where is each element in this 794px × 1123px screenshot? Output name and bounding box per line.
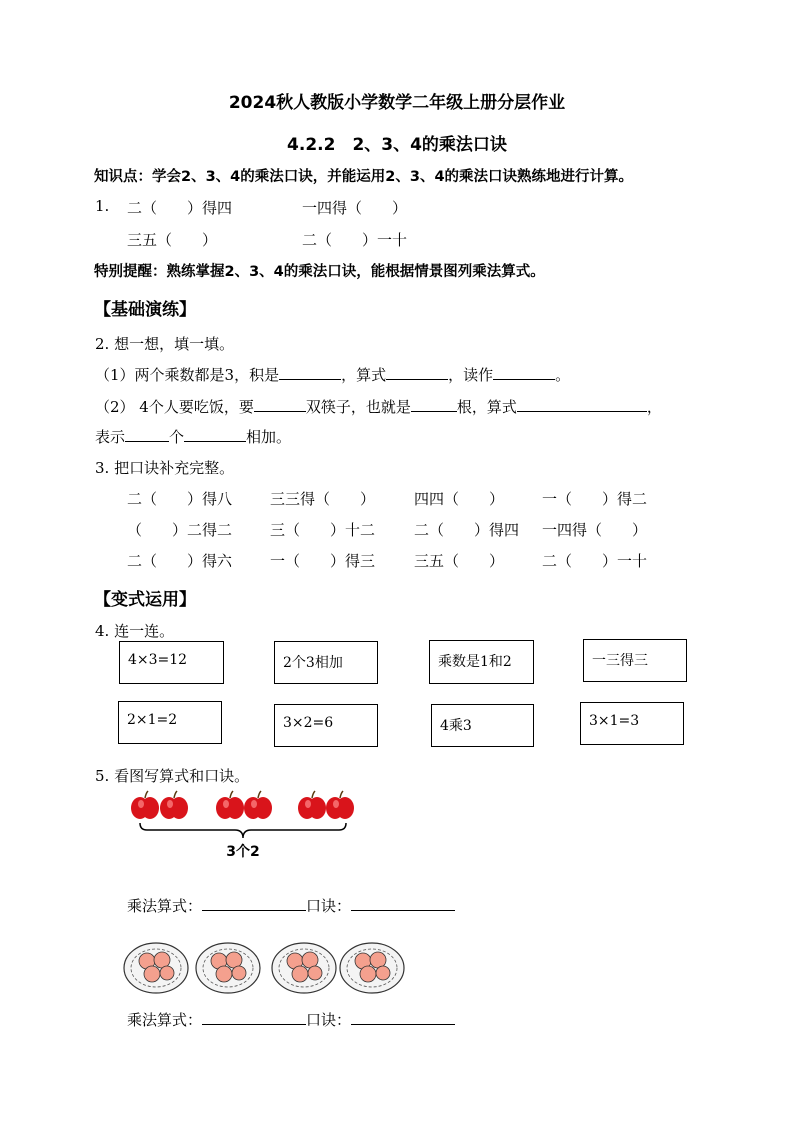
answer-blank[interactable] xyxy=(279,365,341,380)
q2-text: 表示 xyxy=(95,428,126,446)
q3-title: 3. 把口诀补充完整。 xyxy=(95,459,235,477)
answer-blank[interactable] xyxy=(493,365,555,380)
match-box-bottom[interactable]: 4乘3 xyxy=(431,704,534,747)
q2-text: 双筷子，也就是 xyxy=(305,398,411,416)
apple-group-label: 3个2 xyxy=(226,844,260,860)
peach-plate-icon xyxy=(272,943,336,993)
brace-icon xyxy=(140,823,346,838)
answer-blank[interactable] xyxy=(184,427,246,442)
formula-label: 乘法算式： xyxy=(127,1011,203,1029)
q2-part2-cont xyxy=(95,426,291,447)
q3-cell: 一（ ）得二 xyxy=(542,490,648,508)
formula-label: 乘法算式： xyxy=(127,897,203,915)
q2-text: 。 xyxy=(555,366,571,384)
answer-row-peaches xyxy=(127,1009,455,1030)
q2-text: （1）两个乘数都是3，积是 xyxy=(95,366,280,384)
q5-title: 5. 看图写算式和口诀。 xyxy=(95,767,250,785)
q2-text: 个 xyxy=(169,428,185,446)
q3-cell: 二（ ）一十 xyxy=(542,552,648,570)
q1-item: 二（ ）得四 xyxy=(127,199,233,217)
special-reminder: 特别提醒：熟练掌握2、3、4的乘法口诀，能根据情景图列乘法算式。 xyxy=(94,264,545,280)
q2-text: 根，算式 xyxy=(456,398,517,416)
q3-cell: 二（ ）得八 xyxy=(127,490,233,508)
rhyme-blank[interactable] xyxy=(351,1010,455,1025)
apple-icon xyxy=(131,791,159,819)
q3-cell: 四四（ ） xyxy=(414,490,505,508)
rhyme-label: 口诀： xyxy=(306,1011,352,1029)
q4-title: 4. 连一连。 xyxy=(95,622,175,640)
match-box-bottom[interactable]: 2×1=2 xyxy=(118,701,222,744)
page-subtitle: 4.2.2 2、3、4的乘法口诀 xyxy=(287,135,507,155)
apple-icon xyxy=(160,791,188,819)
q3-cell: 三三得（ ） xyxy=(270,490,376,508)
q3-cell: 三五（ ） xyxy=(414,552,505,570)
q1-item: 一四得（ ） xyxy=(302,199,408,217)
q1-item: 三五（ ） xyxy=(127,231,218,249)
peach-plate-icon xyxy=(124,943,188,993)
apple-illustration xyxy=(125,790,365,870)
page-title: 2024秋人教版小学数学二年级上册分层作业 xyxy=(228,93,566,113)
match-box-top[interactable]: 2个3相加 xyxy=(274,641,378,684)
q2-text: ，算式 xyxy=(341,366,387,384)
knowledge-point: 知识点：学会2、3、4的乘法口诀，并能运用2、3、4的乘法口诀熟练地进行计算。 xyxy=(94,169,634,185)
match-box-bottom[interactable]: 3×2=6 xyxy=(274,704,378,747)
match-box-top[interactable]: 乘数是1和2 xyxy=(429,640,534,684)
q2-part1 xyxy=(95,364,570,385)
match-box-top[interactable]: 一三得三 xyxy=(583,639,687,682)
q1-item: 二（ ）一十 xyxy=(302,231,408,249)
q3-cell: 二（ ）得四 xyxy=(414,521,520,539)
section-variant: 【变式运用】 xyxy=(94,590,196,610)
q3-cell: 一四得（ ） xyxy=(542,521,648,539)
answer-blank[interactable] xyxy=(125,427,169,442)
q2-text: 相加。 xyxy=(246,428,292,446)
q3-cell: （ ）二得二 xyxy=(127,521,233,539)
q1-number: 1. xyxy=(95,197,110,215)
q2-text: ，读作 xyxy=(448,366,494,384)
rhyme-label: 口诀： xyxy=(306,897,352,915)
peach-plate-icon xyxy=(196,943,260,993)
q3-cell: 三（ ）十二 xyxy=(270,521,376,539)
apple-icon xyxy=(216,791,244,819)
peach-plate-icon xyxy=(340,943,404,993)
answer-row-apples xyxy=(127,895,455,916)
answer-blank[interactable] xyxy=(254,397,306,412)
answer-blank[interactable] xyxy=(411,397,457,412)
q3-cell: 二（ ）得六 xyxy=(127,552,233,570)
apple-icon xyxy=(244,791,272,819)
q3-cell: 一（ ）得三 xyxy=(270,552,376,570)
formula-blank[interactable] xyxy=(202,1010,306,1025)
answer-blank[interactable] xyxy=(386,365,448,380)
match-box-bottom[interactable]: 3×1=3 xyxy=(580,702,684,745)
rhyme-blank[interactable] xyxy=(351,896,455,911)
peach-plates-illustration xyxy=(120,935,410,1001)
q2-part2 xyxy=(95,396,662,417)
apple-icon xyxy=(298,791,326,819)
match-box-top[interactable]: 4×3=12 xyxy=(119,641,224,684)
q2-text: （2） 4个人要吃饭，要 xyxy=(95,398,254,416)
formula-blank[interactable] xyxy=(202,896,306,911)
answer-blank[interactable] xyxy=(517,397,647,412)
q2-text: ， xyxy=(646,398,662,416)
section-basic: 【基础演练】 xyxy=(94,300,196,320)
q2-title: 2. 想一想，填一填。 xyxy=(95,335,235,353)
apple-icon xyxy=(326,791,354,819)
